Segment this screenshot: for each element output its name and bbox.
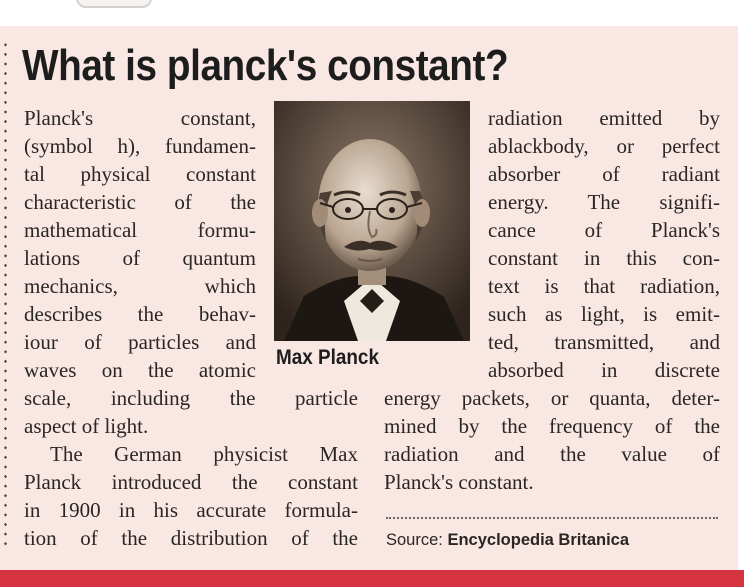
accent-bar: [0, 570, 744, 587]
text-line: mechanics, which: [24, 274, 256, 298]
text-line: iour of particles and: [24, 330, 256, 354]
text-line: radiation and the value of: [384, 442, 720, 466]
text-line: in 1900 in his accurate formula-: [24, 498, 358, 522]
text-line: mined by the frequency of the: [384, 414, 720, 438]
text-line: mathematical formu-: [24, 218, 256, 242]
text-line: scale, including the particle: [24, 386, 358, 410]
text-line: Planck introduced the constant: [24, 470, 358, 494]
text-line: text is that radiation,: [488, 274, 720, 298]
text-line: tion of the distribution of the: [24, 526, 358, 550]
text-line: energy. The signifi-: [488, 190, 720, 214]
text-line: absorber of radiant: [488, 162, 720, 186]
text-line: cance of Planck's: [488, 218, 720, 242]
text-line: The German physicist Max: [50, 442, 358, 466]
text-line: tal physical constant: [24, 162, 256, 186]
text-line: Planck's constant.: [384, 470, 534, 494]
top-tab-shape: [76, 0, 152, 8]
source-credit: [386, 528, 629, 552]
headline: What is planck's constant?: [22, 41, 509, 90]
text-line: radiation emitted by: [488, 106, 720, 130]
text-line: waves on the atomic: [24, 358, 256, 382]
text-line: Planck's constant,: [24, 106, 256, 130]
text-line: ablackbody, or perfect: [488, 134, 720, 158]
text-line: such as light, is emit-: [488, 302, 720, 326]
text-line: constant in this con-: [488, 246, 720, 270]
text-line: lations of quantum: [24, 246, 256, 270]
source-name: Encyclopedia Britanica: [447, 531, 630, 549]
dotted-border: [4, 40, 7, 550]
text-line: describes the behav-: [24, 302, 256, 326]
text-line: aspect of light.: [24, 414, 149, 438]
source-label: Source:: [386, 531, 443, 549]
photo-caption: Max Planck: [276, 346, 379, 369]
source-divider: [386, 517, 718, 519]
text-line: (symbol h), fundamen-: [24, 134, 256, 158]
text-line: absorbed in discrete: [488, 358, 720, 382]
portrait-illustration: [274, 101, 470, 341]
text-line: energy packets, or quanta, deter-: [384, 386, 720, 410]
text-line: characteristic of the: [24, 190, 256, 214]
max-planck-photo: [274, 101, 470, 341]
text-line: ted, transmitted, and: [488, 330, 720, 354]
